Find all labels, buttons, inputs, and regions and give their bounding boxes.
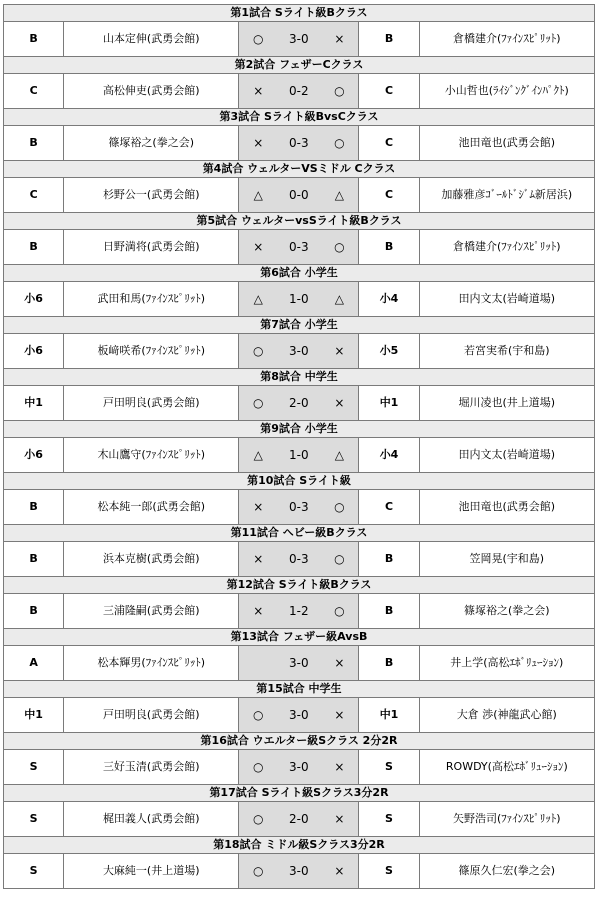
score-text: 3-0 <box>289 708 309 722</box>
score-cell <box>239 178 359 213</box>
match-title: 第18試合 ミドル級Sクラス3分2R <box>4 837 595 854</box>
left-fighter-name: 三好玉清(武勇会館) <box>64 750 239 785</box>
match-row <box>4 854 595 889</box>
score-text: 0-3 <box>289 240 309 254</box>
right-rank: 中1 <box>359 386 419 421</box>
match-row <box>4 438 595 473</box>
match-header <box>4 57 595 74</box>
right-fighter-name: 小山哲也(ﾗｲｼﾞﾝｸﾞｲﾝﾊﾟｸﾄ) <box>419 74 594 109</box>
score-text: 0-0 <box>289 188 309 202</box>
right-rank: B <box>359 22 419 57</box>
left-result-mark: △ <box>253 448 263 462</box>
score-text: 1-0 <box>289 292 309 306</box>
right-result-mark: × <box>334 32 345 46</box>
right-result-mark: ○ <box>334 604 345 618</box>
score-text: 2-0 <box>289 812 309 826</box>
match-row <box>4 594 595 629</box>
match-title: 第13試合 フェザー級AvsB <box>4 629 595 646</box>
score-text: 1-2 <box>289 604 309 618</box>
score-text: 3-0 <box>289 760 309 774</box>
left-fighter-name: 大麻純一(井上道場) <box>64 854 239 889</box>
right-rank: 小5 <box>359 334 419 369</box>
match-title: 第1試合 Sライト級Bクラス <box>4 5 595 22</box>
match-row <box>4 698 595 733</box>
match-header <box>4 213 595 230</box>
left-result-mark: ○ <box>252 32 264 46</box>
score-text: 1-0 <box>289 448 309 462</box>
score-text: 0-3 <box>289 136 309 150</box>
score-cell <box>239 750 359 785</box>
match-header <box>4 161 595 178</box>
left-result-mark: △ <box>253 188 263 202</box>
left-rank: B <box>4 22 64 57</box>
match-title: 第11試合 ヘビー級Bクラス <box>4 525 595 542</box>
left-rank: 中1 <box>4 698 64 733</box>
left-result-mark: × <box>253 136 264 150</box>
right-rank: B <box>359 646 419 681</box>
match-header <box>4 109 595 126</box>
right-fighter-name: 笠岡晃(宇和島) <box>419 542 594 577</box>
left-fighter-name: 松本純一郎(武勇会館) <box>64 490 239 525</box>
left-fighter-name: 板﨑咲希(ﾌｧｲﾝｽﾋﾟﾘｯﾄ) <box>64 334 239 369</box>
match-title: 第9試合 小学生 <box>4 421 595 438</box>
right-fighter-name: 篠原久仁宏(拳之会) <box>419 854 594 889</box>
right-result-mark: ○ <box>334 136 345 150</box>
match-title: 第7試合 小学生 <box>4 317 595 334</box>
score-text: 3-0 <box>289 344 309 358</box>
left-rank: 小6 <box>4 282 64 317</box>
right-result-mark: × <box>334 396 345 410</box>
match-row <box>4 750 595 785</box>
left-result-mark: × <box>253 84 264 98</box>
match-header <box>4 733 595 750</box>
match-title: 第5試合 ウェルターvsSライト級Bクラス <box>4 213 595 230</box>
score-text: 3-0 <box>289 32 309 46</box>
left-fighter-name: 三浦隆嗣(武勇会館) <box>64 594 239 629</box>
left-fighter-name: 梶田義人(武勇会館) <box>64 802 239 837</box>
right-rank: 小4 <box>359 282 419 317</box>
left-fighter-name: 篠塚裕之(拳之会) <box>64 126 239 161</box>
right-rank: S <box>359 750 419 785</box>
score-cell <box>239 698 359 733</box>
right-result-mark: × <box>334 344 345 358</box>
match-row <box>4 74 595 109</box>
left-fighter-name: 松本輝男(ﾌｧｲﾝｽﾋﾟﾘｯﾄ) <box>64 646 239 681</box>
left-result-mark: ○ <box>252 344 264 358</box>
match-row <box>4 334 595 369</box>
right-fighter-name: 加藤雅彦ｺﾞｰﾙﾄﾞｼﾞﾑ新居浜) <box>419 178 594 213</box>
score-cell <box>239 646 359 681</box>
right-rank: 中1 <box>359 698 419 733</box>
left-result-mark: ○ <box>252 864 264 878</box>
score-cell <box>239 74 359 109</box>
right-fighter-name: 池田竜也(武勇会館) <box>419 490 594 525</box>
left-fighter-name: 日野満将(武勇会館) <box>64 230 239 265</box>
match-row <box>4 126 595 161</box>
left-fighter-name: 戸田明良(武勇会館) <box>64 698 239 733</box>
score-cell <box>239 438 359 473</box>
left-fighter-name: 高松伸吏(武勇会館) <box>64 74 239 109</box>
match-results-table <box>3 4 595 889</box>
right-fighter-name: 池田竜也(武勇会館) <box>419 126 594 161</box>
right-rank: C <box>359 178 419 213</box>
right-fighter-name: 大倉 渉(神龍武心館) <box>419 698 594 733</box>
right-fighter-name: 若宮実希(宇和島) <box>419 334 594 369</box>
score-text: 2-0 <box>289 396 309 410</box>
score-text: 0-3 <box>289 500 309 514</box>
left-fighter-name: 戸田明良(武勇会館) <box>64 386 239 421</box>
score-cell <box>239 594 359 629</box>
right-result-mark: × <box>334 708 345 722</box>
score-cell <box>239 126 359 161</box>
match-title: 第2試合 フェザーCクラス <box>4 57 595 74</box>
right-fighter-name: 篠塚裕之(拳之会) <box>419 594 594 629</box>
match-title: 第10試合 Sライト級 <box>4 473 595 490</box>
match-header <box>4 525 595 542</box>
match-title: 第12試合 Sライト級Bクラス <box>4 577 595 594</box>
left-result-mark: ○ <box>252 396 264 410</box>
score-cell <box>239 854 359 889</box>
left-rank: B <box>4 230 64 265</box>
right-rank: B <box>359 230 419 265</box>
match-header <box>4 837 595 854</box>
match-row <box>4 178 595 213</box>
right-rank: C <box>359 490 419 525</box>
match-header <box>4 681 595 698</box>
right-result-mark: ○ <box>334 84 345 98</box>
left-rank: C <box>4 74 64 109</box>
score-text: 3-0 <box>289 656 309 670</box>
left-rank: 小6 <box>4 334 64 369</box>
match-title: 第8試合 中学生 <box>4 369 595 386</box>
left-result-mark: ○ <box>252 812 264 826</box>
score-text: 0-3 <box>289 552 309 566</box>
left-rank: B <box>4 490 64 525</box>
right-result-mark: △ <box>334 292 344 306</box>
score-cell <box>239 22 359 57</box>
right-fighter-name: 井上学(高松ｴﾎﾞﾘｭｰｼｮﾝ) <box>419 646 594 681</box>
left-result-mark: × <box>253 500 264 514</box>
right-fighter-name: 田内文太(岩崎道場) <box>419 438 594 473</box>
match-row <box>4 542 595 577</box>
left-rank: 中1 <box>4 386 64 421</box>
match-row <box>4 22 595 57</box>
score-cell <box>239 282 359 317</box>
right-result-mark: △ <box>334 188 344 202</box>
left-rank: A <box>4 646 64 681</box>
left-result-mark: ○ <box>252 760 264 774</box>
match-title: 第15試合 中学生 <box>4 681 595 698</box>
left-fighter-name: 木山鷹守(ﾌｧｲﾝｽﾋﾟﾘｯﾄ) <box>64 438 239 473</box>
right-rank: C <box>359 126 419 161</box>
right-result-mark: ○ <box>334 500 345 514</box>
right-rank: S <box>359 802 419 837</box>
right-result-mark: ○ <box>334 240 345 254</box>
score-text: 3-0 <box>289 864 309 878</box>
match-header <box>4 473 595 490</box>
left-rank: S <box>4 750 64 785</box>
right-fighter-name: 矢野浩司(ﾌｧｲﾝｽﾋﾟﾘｯﾄ) <box>419 802 594 837</box>
left-result-mark: △ <box>253 292 263 306</box>
left-rank: B <box>4 594 64 629</box>
left-rank: 小6 <box>4 438 64 473</box>
left-rank: S <box>4 802 64 837</box>
score-cell <box>239 334 359 369</box>
right-rank: 小4 <box>359 438 419 473</box>
right-fighter-name: 堀川凌也(井上道場) <box>419 386 594 421</box>
match-header <box>4 369 595 386</box>
match-row <box>4 230 595 265</box>
right-fighter-name: 田内文太(岩崎道場) <box>419 282 594 317</box>
right-result-mark: △ <box>334 448 344 462</box>
match-title: 第6試合 小学生 <box>4 265 595 282</box>
left-rank: B <box>4 126 64 161</box>
left-fighter-name: 浜本克樹(武勇会館) <box>64 542 239 577</box>
match-header <box>4 265 595 282</box>
left-fighter-name: 杉野公一(武勇会館) <box>64 178 239 213</box>
match-header <box>4 421 595 438</box>
match-header <box>4 5 595 22</box>
match-row <box>4 490 595 525</box>
right-result-mark: × <box>334 760 345 774</box>
right-rank: C <box>359 74 419 109</box>
right-result-mark: × <box>334 656 345 670</box>
match-header <box>4 577 595 594</box>
right-rank: S <box>359 854 419 889</box>
match-title: 第16試合 ウエルター級Sクラス 2分2R <box>4 733 595 750</box>
right-result-mark: × <box>334 812 345 826</box>
score-cell <box>239 802 359 837</box>
left-result-mark: × <box>253 240 264 254</box>
match-title: 第17試合 Sライト級Sクラス3分2R <box>4 785 595 802</box>
left-rank: S <box>4 854 64 889</box>
match-header <box>4 629 595 646</box>
match-row <box>4 282 595 317</box>
right-result-mark: ○ <box>334 552 345 566</box>
right-fighter-name: 倉橋建介(ﾌｧｲﾝｽﾋﾟﾘｯﾄ) <box>419 230 594 265</box>
right-fighter-name: 倉橋建介(ﾌｧｲﾝｽﾋﾟﾘｯﾄ) <box>419 22 594 57</box>
right-rank: B <box>359 542 419 577</box>
score-cell <box>239 230 359 265</box>
left-fighter-name: 武田和馬(ﾌｧｲﾝｽﾋﾟﾘｯﾄ) <box>64 282 239 317</box>
match-row <box>4 386 595 421</box>
match-header <box>4 317 595 334</box>
left-result-mark: × <box>253 604 264 618</box>
right-rank: B <box>359 594 419 629</box>
left-fighter-name: 山本定伸(武勇会館) <box>64 22 239 57</box>
score-text: 0-2 <box>289 84 309 98</box>
match-title: 第4試合 ウェルターVSミドル Cクラス <box>4 161 595 178</box>
score-cell <box>239 386 359 421</box>
left-rank: B <box>4 542 64 577</box>
match-row <box>4 802 595 837</box>
left-result-mark: ○ <box>252 708 264 722</box>
score-cell <box>239 490 359 525</box>
right-result-mark: × <box>334 864 345 878</box>
left-rank: C <box>4 178 64 213</box>
score-cell <box>239 542 359 577</box>
match-header <box>4 785 595 802</box>
match-title: 第3試合 Sライト級BvsCクラス <box>4 109 595 126</box>
right-fighter-name: ROWDY(高松ｴﾎﾞﾘｭｰｼｮﾝ) <box>419 750 594 785</box>
match-row <box>4 646 595 681</box>
left-result-mark: × <box>253 552 264 566</box>
